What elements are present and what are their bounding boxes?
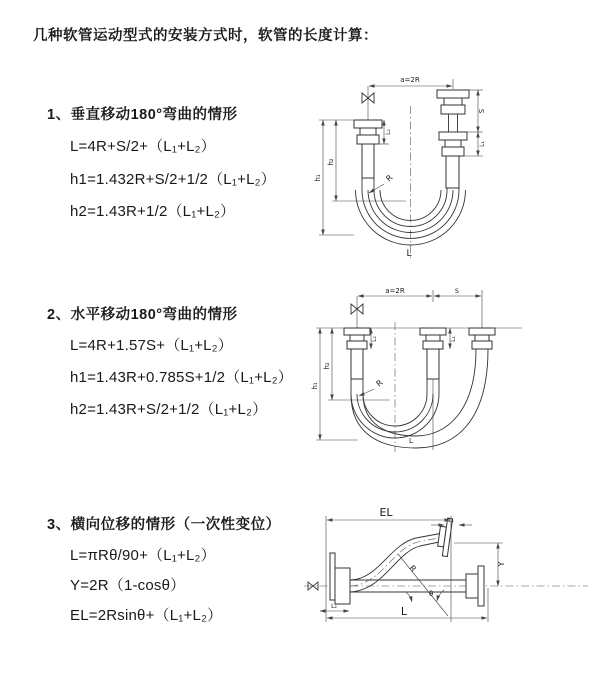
dim-label-h1: h₁ bbox=[311, 382, 319, 390]
dim-label-h1: h₁ bbox=[314, 174, 322, 182]
left-pipe-assembly bbox=[344, 296, 370, 379]
diagram-lateral-displacement bbox=[298, 492, 593, 652]
dim-label-a2r: a=2R bbox=[385, 287, 405, 295]
dim-label-s: S bbox=[454, 287, 460, 295]
section-1-heading: 1、垂直移动180°弯曲的情形 bbox=[47, 107, 238, 123]
right-pipe-assembly bbox=[437, 90, 469, 188]
left-flange-assembly bbox=[330, 553, 350, 604]
dimension-lines bbox=[316, 290, 482, 440]
hose-u-bend-displaced bbox=[351, 349, 488, 448]
displaced-hose bbox=[350, 517, 453, 592]
formula-2-h1: h1=1.43R+0.785S+1/2（L₁+L₂） bbox=[70, 369, 293, 386]
radius-label: R bbox=[374, 378, 385, 389]
angle-label: θ bbox=[429, 590, 434, 598]
dim-label-l1: L₁ bbox=[448, 517, 454, 524]
diagram-horizontal-180-bend bbox=[310, 282, 590, 460]
braided-section bbox=[427, 349, 439, 379]
braided-section bbox=[362, 144, 374, 178]
dim-label-l2: L₂ bbox=[331, 603, 337, 610]
dim-label-l1: L₁ bbox=[479, 141, 486, 147]
section-3-heading: 3、横向位移的情形（一次性变位） bbox=[47, 517, 281, 533]
formula-3-Y: Y=2R（1-cosθ） bbox=[70, 577, 186, 594]
dim-label-l1: L₁ bbox=[450, 336, 457, 342]
formula-3-L: L=πRθ/90+（L₁+L₂） bbox=[70, 547, 216, 564]
page-title: 几种软管运动型式的安装方式时，软管的长度计算： bbox=[33, 28, 378, 44]
formula-2-h2: h2=1.43R+S/2+1/2（L₁+L₂） bbox=[70, 401, 268, 418]
diagram-vertical-180-bend bbox=[310, 70, 590, 266]
length-label: L bbox=[409, 437, 413, 445]
formula-1-h1: h1=1.432R+S/2+1/2（L₁+L₂） bbox=[70, 171, 276, 188]
length-label: L bbox=[406, 249, 412, 259]
length-label: L bbox=[400, 605, 408, 618]
left-pipe-assembly bbox=[354, 86, 382, 178]
radius-label: R bbox=[407, 563, 418, 574]
braided-section bbox=[446, 156, 459, 188]
right-pipe-assembly bbox=[469, 328, 495, 349]
dim-label-h2: h₂ bbox=[327, 158, 335, 166]
dim-label-l2: L₂ bbox=[371, 336, 378, 342]
dim-label-l2: L₂ bbox=[385, 129, 392, 135]
dim-label-s: S bbox=[478, 108, 486, 114]
dim-label-h2: h₂ bbox=[323, 362, 331, 370]
braided-section bbox=[351, 349, 363, 379]
formula-3-EL: EL=2Rsinθ+（L₁+L₂） bbox=[70, 607, 223, 624]
radius-label: R bbox=[384, 173, 395, 184]
formula-2-L: L=4R+1.57S+（L₁+L₂） bbox=[70, 337, 233, 354]
section-2-heading: 2、水平移动180°弯曲的情形 bbox=[47, 307, 238, 323]
formula-1-h2: h2=1.43R+1/2（L₁+L₂） bbox=[70, 203, 236, 220]
middle-pipe-assembly bbox=[420, 328, 446, 379]
formula-1-L: L=4R+S/2+（L₁+L₂） bbox=[70, 138, 216, 155]
dim-label-a2r: a=2R bbox=[400, 76, 420, 84]
dim-label-y: Y bbox=[497, 561, 506, 567]
dim-label-el: EL bbox=[379, 506, 393, 519]
